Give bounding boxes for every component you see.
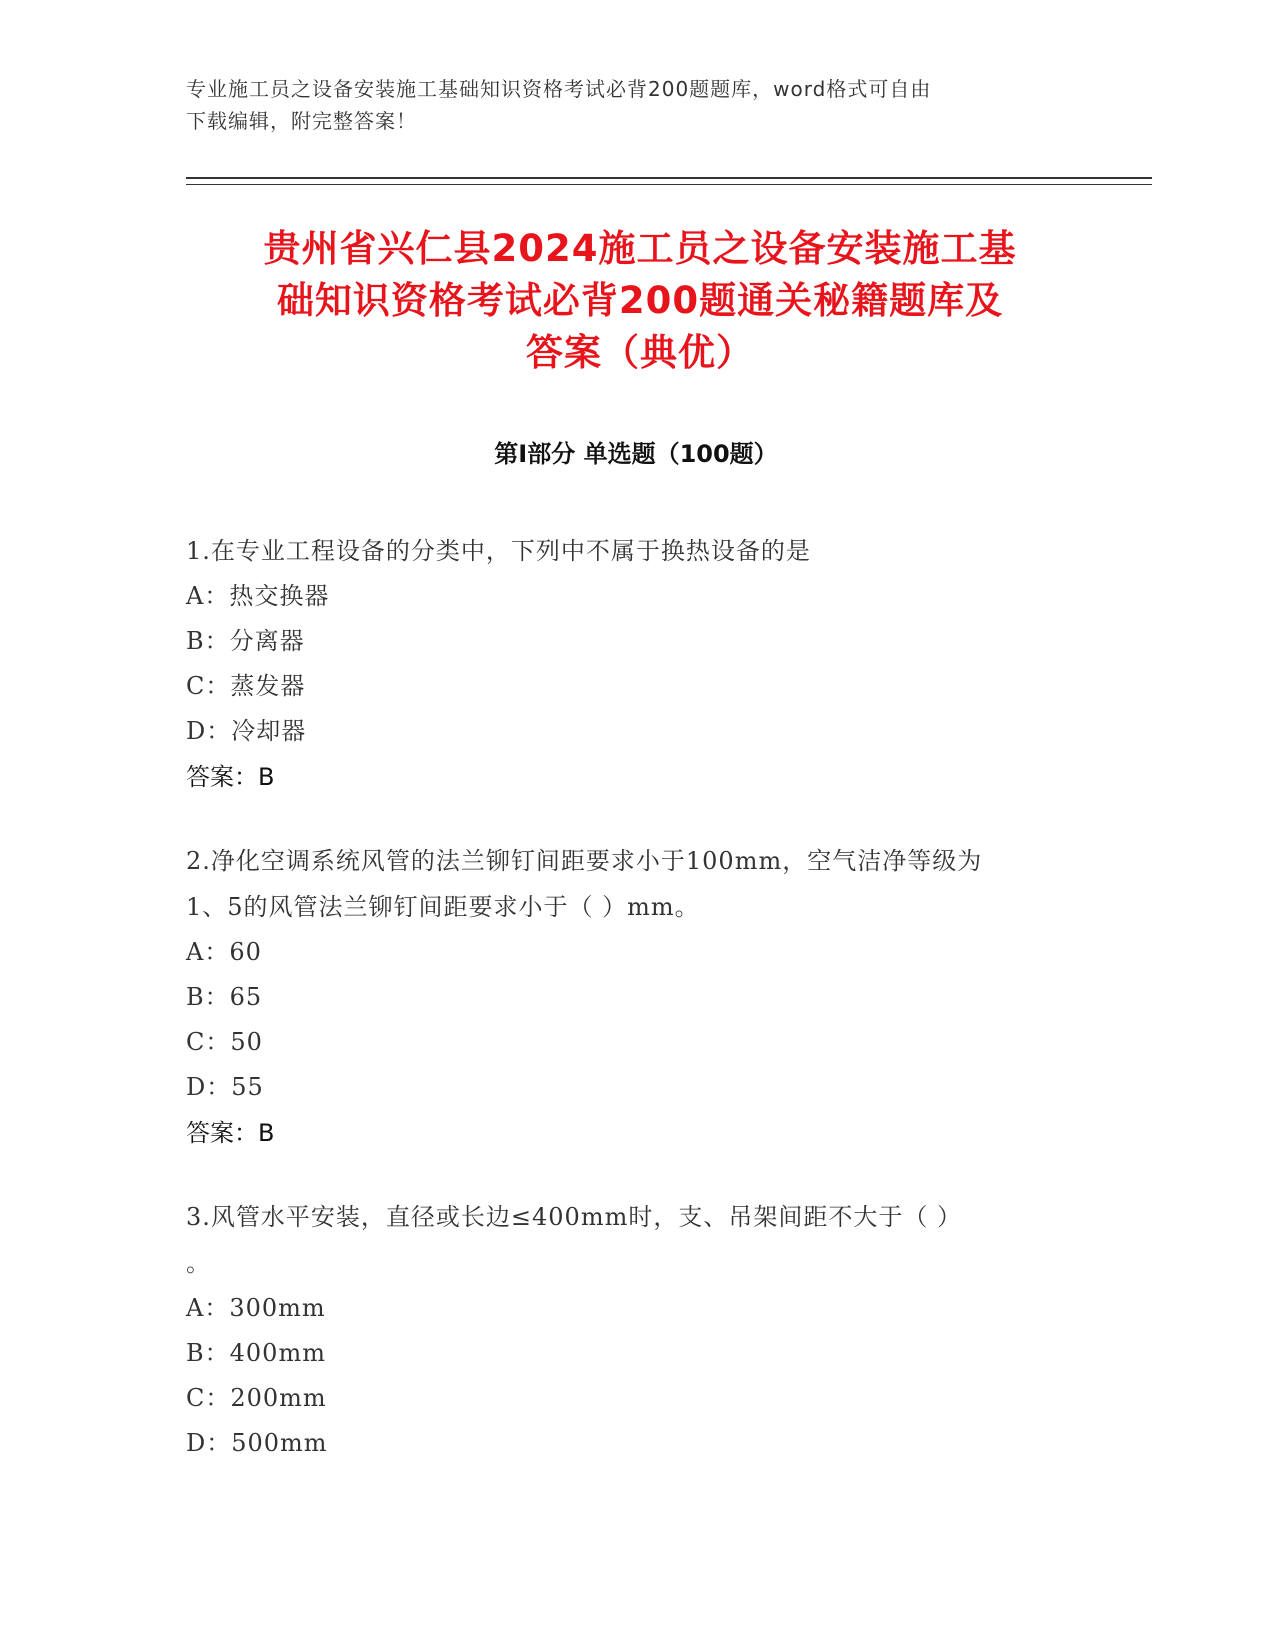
section-heading: 第Ⅰ部分 单选题（100题） xyxy=(494,440,778,468)
option-d: D：55 xyxy=(186,1073,264,1101)
question-list xyxy=(186,528,1086,1504)
option-d: D：冷却器 xyxy=(186,717,307,745)
option-d: D：500mm xyxy=(186,1429,328,1457)
option-b: B：分离器 xyxy=(186,627,305,655)
header-note xyxy=(186,73,1086,137)
question-text: 1.在专业工程设备的分类中，下列中不属于换热设备的是 xyxy=(186,537,811,565)
option-b: B：400mm xyxy=(186,1339,326,1367)
option-a: A：60 xyxy=(186,938,262,966)
document-title-line-2: 础知识资格考试必背200题通关秘籍题库及 xyxy=(276,279,1004,322)
question-text: 2.净化空调系统风管的法兰铆钉间距要求小于100mm，空气洁净等级为 xyxy=(186,847,983,875)
option-a: A：热交换器 xyxy=(186,582,330,610)
question-1 xyxy=(186,528,1086,800)
document-title-line-1: 贵州省兴仁县2024施工员之设备安装施工基 xyxy=(263,227,1017,270)
document-title-line-3: 答案（典优） xyxy=(526,331,754,374)
question-2 xyxy=(186,838,1086,1156)
answer: 答案：B xyxy=(186,1119,275,1147)
answer: 答案：B xyxy=(186,763,275,791)
header-note-line-1: 专业施工员之设备安装施工基础知识资格考试必背200题题库，word格式可自由 xyxy=(186,77,932,101)
option-c: C：200mm xyxy=(186,1384,327,1412)
header-note-line-2: 下载编辑，附完整答案！ xyxy=(186,109,417,133)
header-divider-thick xyxy=(186,177,1152,179)
option-b: B：65 xyxy=(186,983,263,1011)
question-text: 3.风管水平安装，直径或长边≤400mm时，支、吊架间距不大于（ ） xyxy=(186,1203,962,1231)
document-title xyxy=(160,223,1120,379)
option-c: C：50 xyxy=(186,1028,263,1056)
question-text-continued: 1、5的风管法兰铆钉间距要求小于（ ）mm。 xyxy=(186,893,700,921)
question-3 xyxy=(186,1194,1086,1466)
option-c: C：蒸发器 xyxy=(186,672,306,700)
option-a: A：300mm xyxy=(186,1294,326,1322)
question-text-continued: 。 xyxy=(186,1249,211,1277)
header-divider-thin xyxy=(186,184,1152,185)
